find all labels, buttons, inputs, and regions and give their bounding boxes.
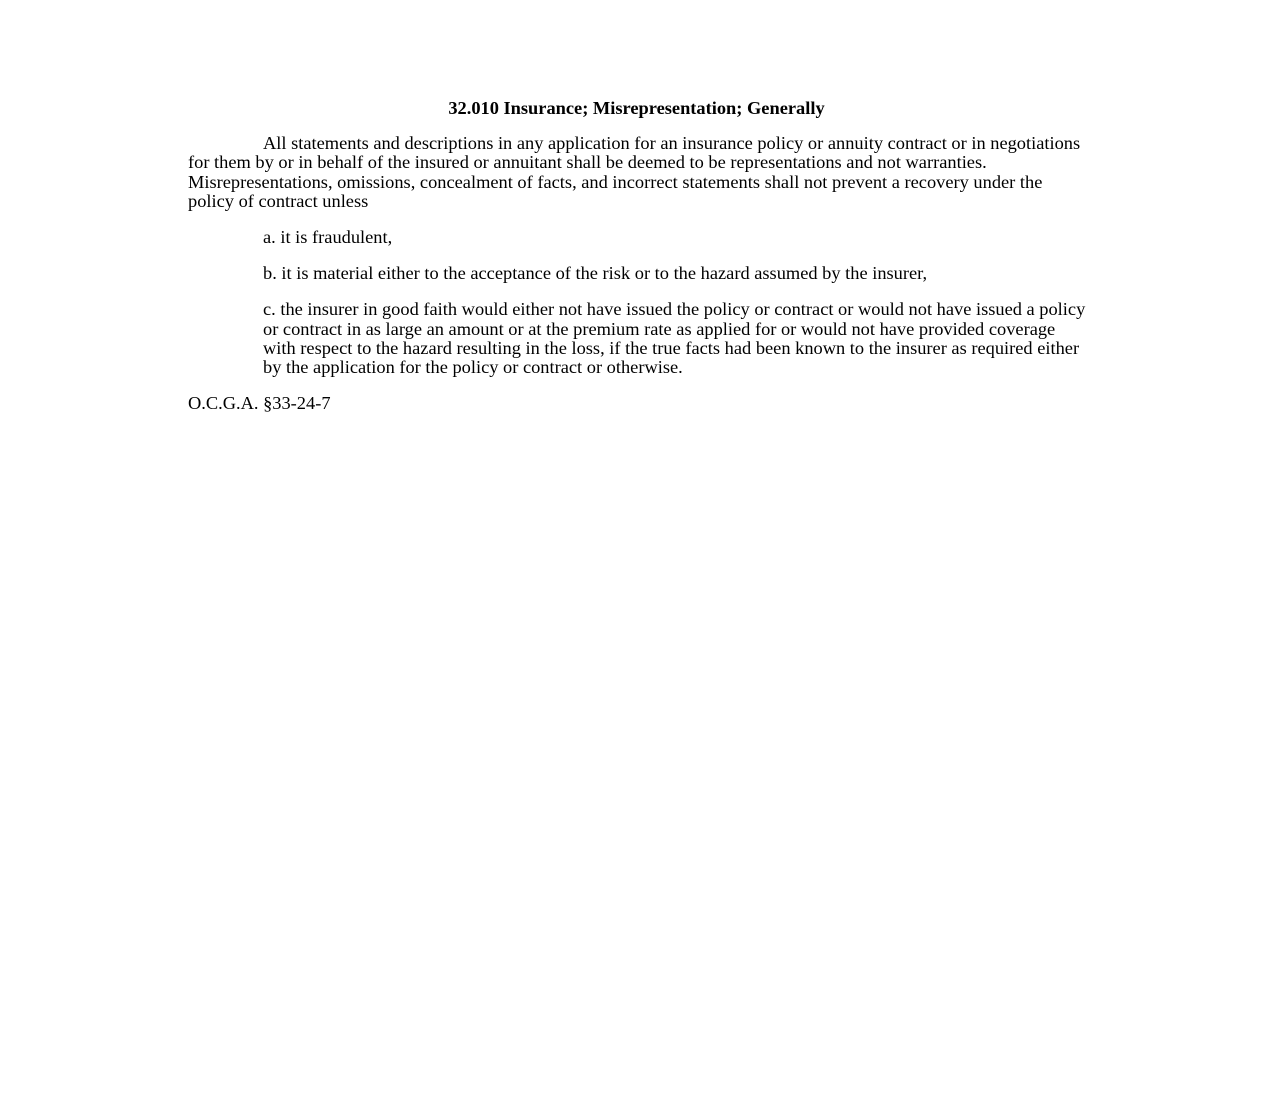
statute-citation: O.C.G.A. §33-24-7 — [188, 393, 331, 414]
document-title: 32.010 Insurance; Misrepresentation; Generally — [448, 98, 825, 118]
document-page — [188, 99, 1088, 413]
list-item-b: b. it is material either to the acceptance of the risk or to the hazard assumed by the insurer, — [263, 263, 928, 284]
body-paragraph: All statements and descriptions in any application for an insurance policy or annuity contract or in negotiations for them by or in behalf of the insured or annuitant shall be deemed to be representations and not warranties. Misrepresentations, omissions, concealment of facts, and incorrect statements shall not prevent a recovery under the policy of contract unless — [188, 133, 1081, 211]
condition-list — [263, 228, 1088, 377]
list-item-a: a. it is fraudulent, — [263, 227, 393, 248]
list-item-c: c. the insurer in good faith would either not have issued the policy or contract or would not have issued a policy or contract in as large an amount or at the premium rate as applied for or would not have provided coverage with respect to the hazard resulting in the loss, if the true facts had been known to the insurer as required either by the application for the policy or contract or otherwise. — [263, 299, 1086, 378]
